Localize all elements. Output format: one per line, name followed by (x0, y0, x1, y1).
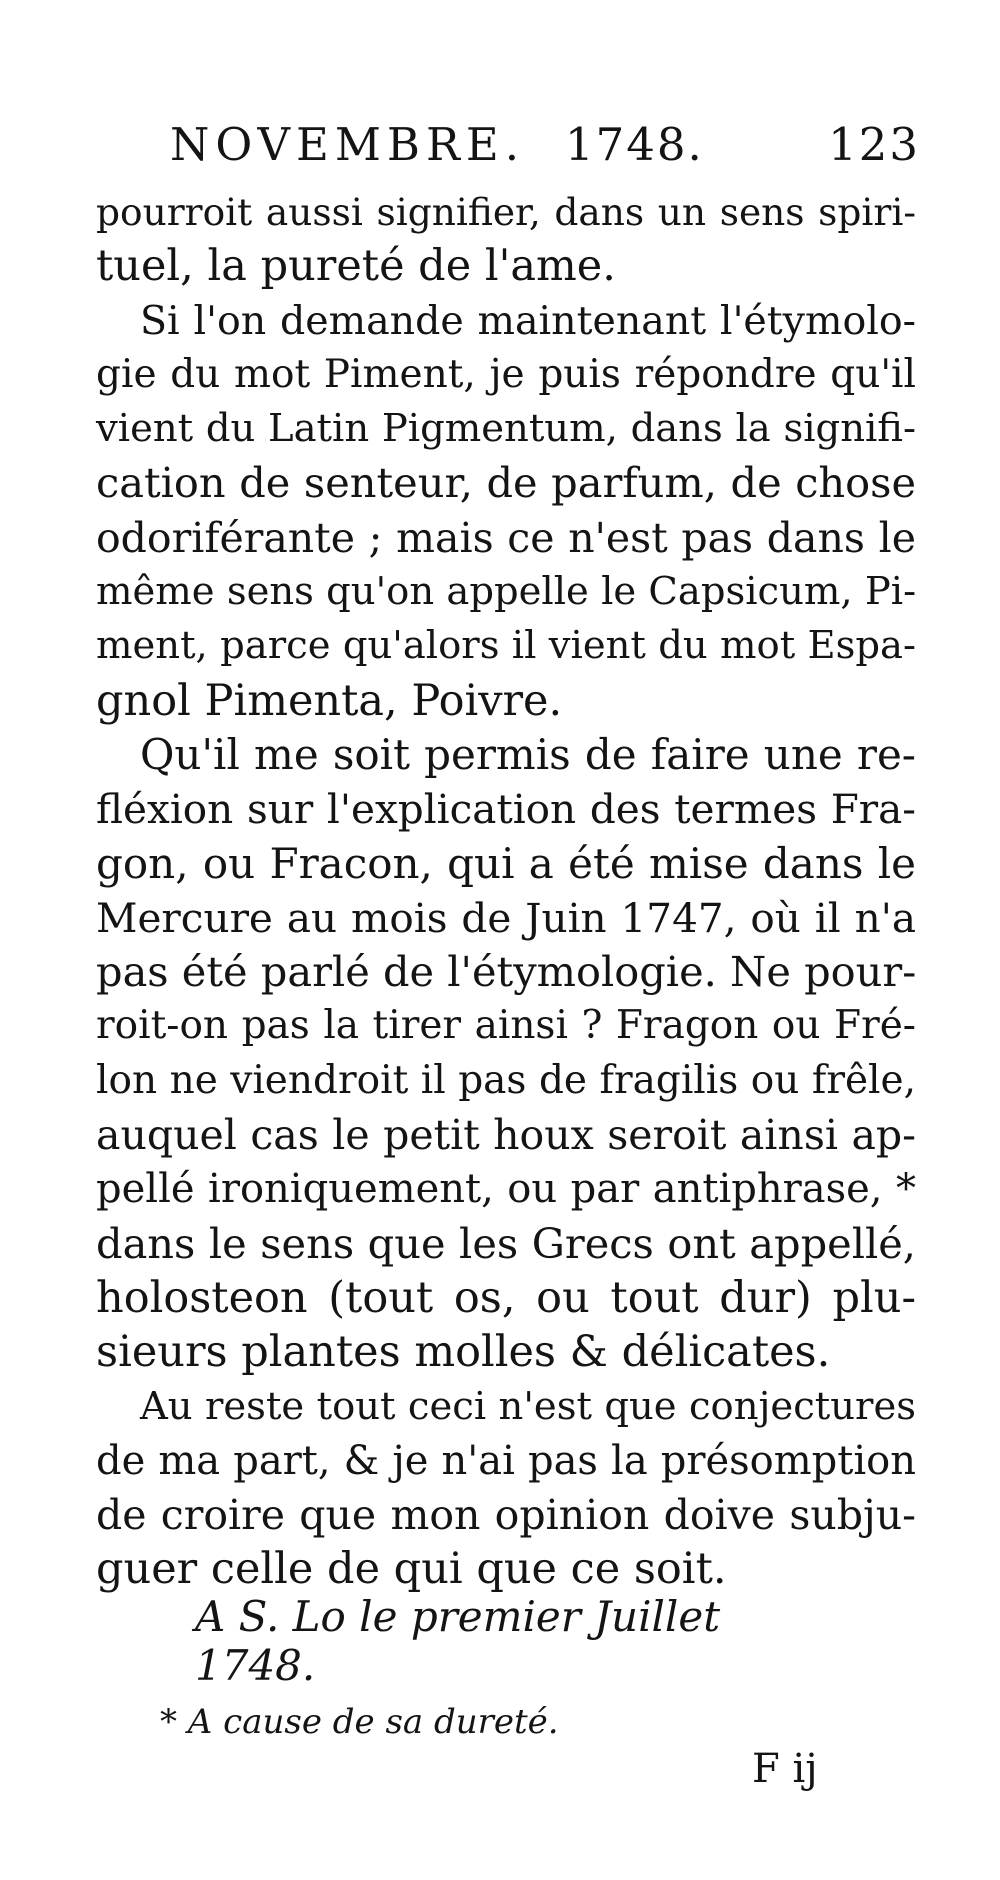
text-line: roit-on pas la tirer ainsi ? Fragon ou Fré- (96, 1003, 916, 1049)
running-head-year: 1748. (565, 118, 704, 171)
text-line: holosteon (tout os, ou tout dur) plu- (96, 1272, 916, 1323)
text-line: fléxion sur l'explication des termes Fra- (96, 785, 916, 834)
paragraph-1 (96, 185, 916, 294)
text-line: pellé ironiquement, ou par antiphrase, * (96, 1166, 916, 1213)
text-line: guer celle de qui que ce soit. (96, 1544, 727, 1595)
text-line: Qu'il me soit permis de faire une re- (140, 729, 916, 779)
text-line: ment, parce qu'alors il vient du mot Espa- (96, 623, 916, 669)
page-number: 123 (828, 118, 920, 171)
text-line: vient du Latin Pigmentum, dans la signifi- (96, 406, 916, 452)
text-line: pourroit aussi signifier, dans un sens spiri- (96, 190, 916, 234)
text-line: Si l'on demande maintenant l'étymolo- (140, 297, 916, 344)
text-line: odoriférante ; mais ce n'est pas dans le (96, 513, 916, 562)
body-text (96, 185, 916, 1597)
paragraph-3 (96, 728, 916, 1380)
running-head (170, 118, 920, 182)
text-line: pas été parlé de l'étymologie. Ne pour- (96, 947, 917, 997)
text-line: tuel, la pureté de l'ame. (96, 241, 616, 292)
text-line: lon ne viendroit il pas de fragilis ou frêle, (96, 1057, 916, 1103)
text-line: gie du mot Piment, je puis répondre qu'il (96, 351, 916, 397)
signature-line: A S. Lo le premier Juillet 1748. (195, 1592, 721, 1690)
paragraph-4 (96, 1380, 916, 1597)
text-line: de ma part, & je n'ai pas la présomption (96, 1437, 916, 1484)
text-line: gon, ou Fracon, qui a été mise dans le (96, 838, 916, 888)
text-line: Au reste tout ceci n'est que conjectures (140, 1383, 916, 1429)
printer-signature-mark: F ij (752, 1746, 818, 1792)
text-line: de croire que mon opinion doive subju- (96, 1491, 916, 1540)
running-head-title: NOVEMBRE. (170, 118, 526, 171)
footnote: * A cause de sa dureté. (160, 1702, 559, 1742)
text-line: gnol Pimenta, Poivre. (96, 675, 563, 726)
paragraph-2 (96, 294, 916, 728)
text-line: auquel cas le petit houx seroit ainsi ap- (96, 1111, 916, 1160)
text-line: cation de senteur, de parfum, de chose (96, 458, 916, 508)
text-line: sieurs plantes molles & délicates. (96, 1327, 831, 1378)
text-line: dans le sens que les Grecs ont appellé, (96, 1218, 916, 1268)
text-line: même sens qu'on appelle le Capsicum, Pi- (96, 569, 917, 615)
text-line: Mercure au mois de Juin 1747, où il n'a (96, 893, 916, 942)
